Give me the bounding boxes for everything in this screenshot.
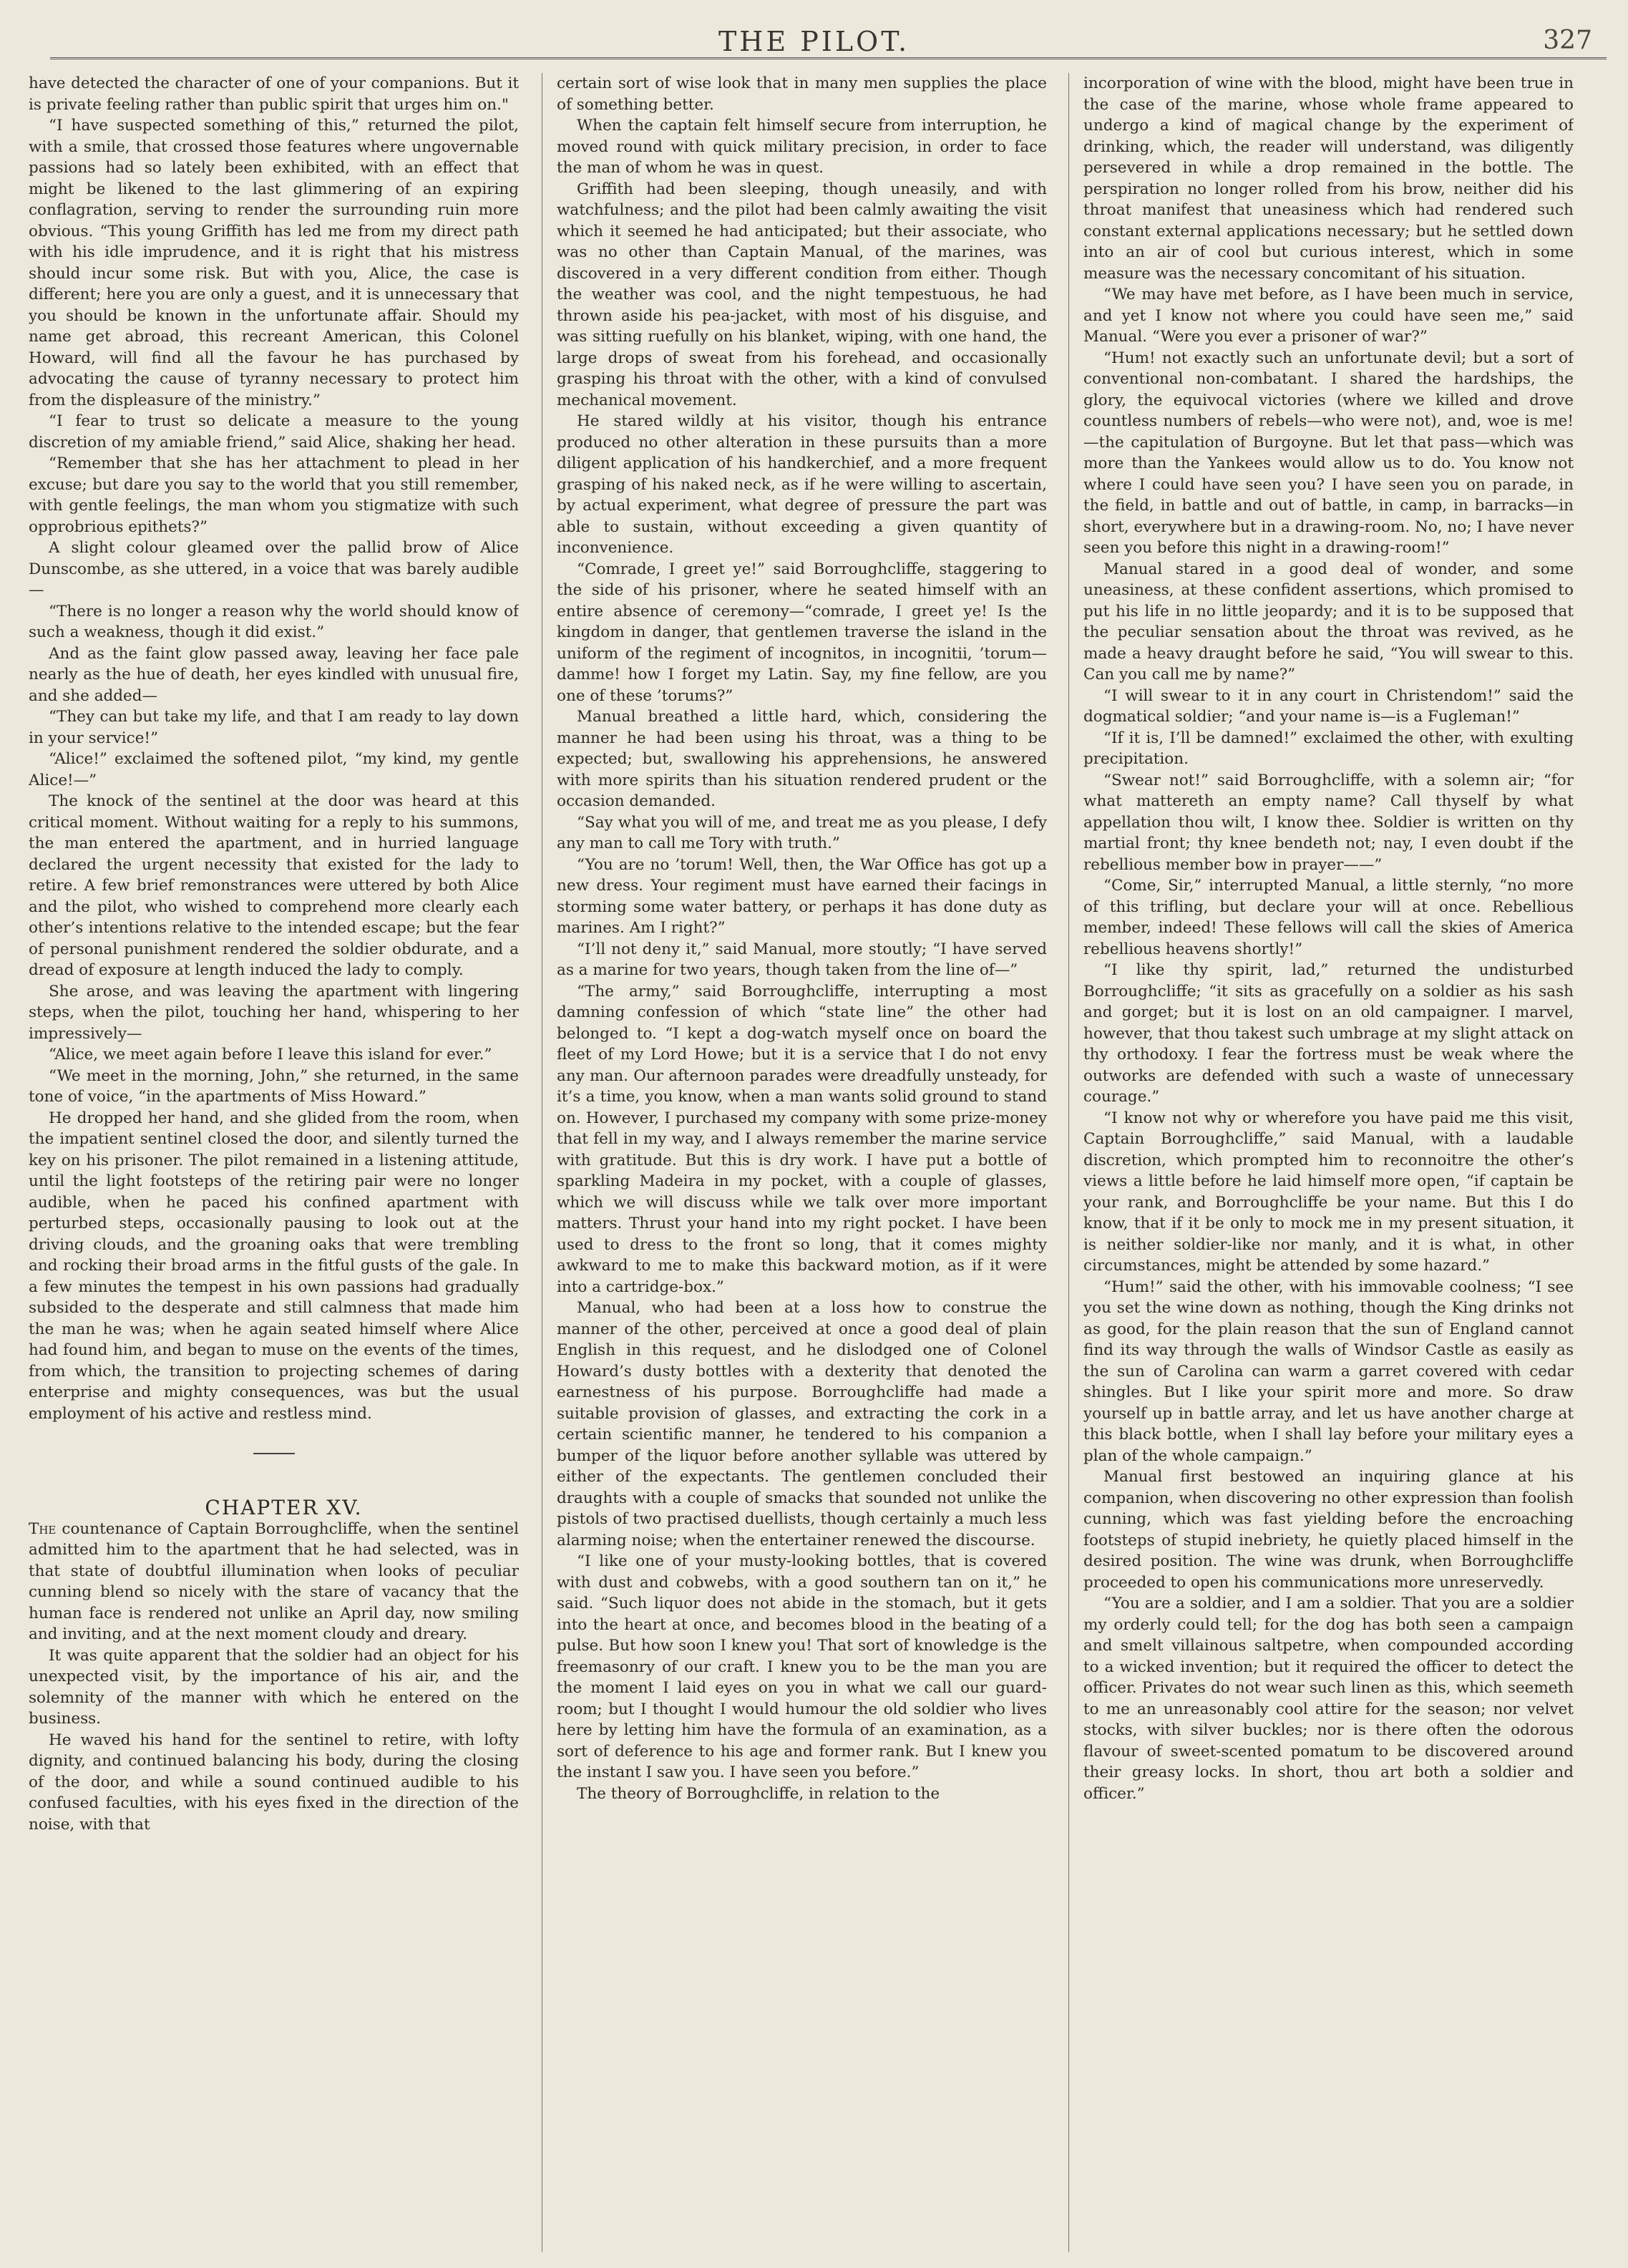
paragraph: He waved his hand for the sentinel to retire, with lofty dignity, and continued balancing his body, during the closing of the door, and while a sound continued audible to his confused faculties, with his eyes fixed in the direction of the noise, with that	[29, 1731, 519, 1834]
paragraph: “I know not why or wherefore you have paid me this visit, Captain Borroughcliffe,” said Manual, with a laudable discretion, which prompted him to reconnoitre the other’s views a little before he laid himself more open, “if captain be your rank, and Borroughcliffe be your name. But this I do know, that if it be only to mock me in my present situation, it is neither soldier-like nor manly, and it is what, in other circumstances, might be attended by some hazard.”	[1083, 1109, 1574, 1275]
paragraph: “I like one of your musty-looking bottles, that is covered with dust and cobwebs, with a good southern tan on it,” he said. “Such liquor does not abide in the stomach, but it gets into the heart at once, and becomes blood in the beating of a pulse. But how soon I knew you! That sort of knowledge is the freemasonry of our craft. I knew you to be the man you are the moment I laid eyes on you in what we call our guard-room; but I thought I would humour the old soldier who lives here by letting him have the formula of an examination, as a sort of deference to his age and former rank. But I knew you the instant I saw you. I have seen you before.”	[557, 1552, 1047, 1781]
paragraph: “I like thy spirit, lad,” returned the undisturbed Borroughcliffe; “it sits as gracefully on a soldier as his sash and gorget; but it is lost on an old campaigner. I marvel, however, that thou takest such umbrage at my slight attack on thy orthodoxy. I fear the fortress must be weak where the outworks are defended with such a waste of unnecessary courage.”	[1083, 961, 1574, 1106]
paragraph: “Say what you will of me, and treat me as you please, I defy any man to call me Tory with truth.”	[557, 813, 1047, 852]
paragraph: “If it is, I’ll be damned!” exclaimed the other, with exulting precipitation.	[1083, 729, 1574, 768]
header-rule	[50, 57, 1607, 62]
paragraph: “We may have met before, as I have been much in service, and yet I know not where you could have seen me,” said Manual. “Were you ever a prisoner of war?”	[1083, 286, 1574, 346]
paragraph: It was quite apparent that the soldier had an object for his unexpected visit, by the importance of his air, and the solemnity of the manner with which he entered on the business.	[29, 1646, 519, 1728]
paragraph: “Remember that she has her attachment to plead in her excuse; but dare you say to the world that you still remember, with gentle feelings, the man whom you stigmatize with such opprobrious epithets?”	[29, 454, 519, 536]
paragraph: Manual breathed a little hard, which, considering the manner he had been using his throat, was a thing to be expected; but, swallowing his apprehensions, he answered with more spirits than his situation rendered prudent or the occasion demanded.	[557, 708, 1047, 810]
paragraph: “Swear not!” said Borroughcliffe, with a solemn air; “for what mattereth an empty name? Call thyself by what appellation thou wilt, I know thee. Soldier is written on thy martial front; thy knee bendeth not; nay, I even doubt if the rebellious member bow in prayer——”	[1083, 771, 1574, 874]
paragraph: “You are a soldier, and I am a soldier. That you are a soldier my orderly could tell; for the dog has both seen a campaign and smelt villainous saltpetre, when compounded according to a wicked invention; but it required the officer to detect the officer. Privates do not wear such linen as this, which seemeth to me an unreasonably cool attire for the season; nor velvet stocks, with silver buckles; nor is there often the odorous flavour of sweet-scented pomatum to be discovered around their greasy locks. In short, thou art both a soldier and officer.”	[1083, 1595, 1574, 1803]
paragraph: “You are no ’torum! Well, then, the War Office has got up a new dress. Your regiment must have earned their facings in storming some water battery, or perhaps it has done duty as marines. Am I right?”	[557, 855, 1047, 937]
paragraph: When the captain felt himself secure from interruption, he moved round with quick military precision, in order to face the man of whom he was in quest.	[557, 117, 1047, 177]
paragraph: have detected the character of one of your companions. But it is private feeling rather than public spirit that urges him on."	[29, 74, 519, 114]
text-column-1	[29, 73, 519, 2252]
paragraph: A slight colour gleamed over the pallid brow of Alice Dunscombe, as she uttered, in a voice that was barely audible—	[29, 539, 519, 599]
paragraph: The theory of Borroughcliffe, in relation to the	[577, 1784, 940, 1803]
paragraph: He dropped her hand, and she glided from the room, when the impatient sentinel closed the door, and silently turned the key on his prisoner. The pilot remained in a listening attitude, until the light footsteps of the retiring pair were no longer audible, when he paced his confined apartment with perturbed steps, occasionally pausing to look out at the driving clouds, and the groaning oaks that were trembling and rocking their broad arms in the fitful gusts of the gale. In a few minutes the tempest in his own passions had gradually subsided to the desperate and still calmness that made him the man he was; when he again seated himself where Alice had found him, and began to muse on the events of the times, from which, the transition to projecting schemes of daring enterprise and mighty consequences, was but the usual employment of his active and restless mind.	[29, 1109, 519, 1423]
chapter-heading: CHAPTER XV.	[205, 1496, 363, 1519]
paragraph: “Come, Sir,” interrupted Manual, a little sternly, “no more of this trifling, but declare your will at once. Rebellious member, indeed! These fellows will call the skies of America rebellious heavens shortly!”	[1083, 877, 1574, 958]
paragraph: Manual first bestowed an inquiring glance at his companion, when discovering no other expression than foolish cunning, which was fast yielding before the encroaching footsteps of stupid inebriety, he quietly placed himself in the desired position. The wine was drunk, when Borroughcliffe proceeded to open his communications more unreservedly.	[1083, 1468, 1574, 1592]
paragraph-text: countenance of Captain Borroughcliffe, when the sentinel admitted him to the apartment that he had selected, was in that state of doubtful illumination when looks of peculiar cunning blend so nicely with the stare of vacancy that the human face is rendered not unlike an April day, now smiling and inviting, and at the next moment cloudy and dreary.	[29, 1519, 519, 1643]
text-column-3	[1083, 73, 1574, 2252]
paragraph: And as the faint glow passed away, leaving her face pale nearly as the hue of death, her eyes kindled with unusual fire, and she added—	[29, 644, 519, 705]
paragraph: “I have suspected something of this,” returned the pilot, with a smile, that crossed those features where ungovernable passions had so lately been exhibited, with an effect that might be likened to the last glimmering of an expiring conflagration, serving to render the surrounding ruin more obvious. “This young Griffith has led me from my direct path with his idle imprudence, and it is right that his mistress should incur some risk. But with you, Alice, the case is different; here you are only a guest, and it is unnecessary that you should be known in the unfortunate affair. Should my name get abroad, this recreant American, this Colonel Howard, will find all the favour he has purchased by advocating the cause of tyranny necessary to protect him from the displeasure of the ministry.”	[29, 117, 519, 409]
paragraph: “We meet in the morning, John,” she returned, in the same tone of voice, “in the apartments of Miss Howard.”	[29, 1066, 519, 1106]
paragraph: “I’ll not deny it,” said Manual, more stoutly; “I have served as a marine for two years, though taken from the line of—”	[557, 940, 1047, 979]
paragraph: “They can but take my life, and that I am ready to lay down in your service!”	[29, 708, 519, 747]
chapter-lead-word: The	[29, 1519, 57, 1538]
running-title: THE PILOT.	[718, 26, 910, 57]
paragraph: Griffith had been sleeping, though uneasily, and with watchfulness; and the pilot had been calmly awaiting the visit which it seemed he had anticipated; but their associate, who was no other than Captain Manual, of the marines, was discovered in a very different condition from either. Though the weather was cool, and the night tempestuous, he had thrown aside his pea-jacket, with most of his disguise, and was sitting ruefully on his blanket, wiping, with one hand, the large drops of sweat from his forehead, and occasionally grasping his throat with the other, with a kind of convulsed mechanical movement.	[557, 180, 1047, 409]
page-header	[29, 21, 1599, 57]
paragraph: “Comrade, I greet ye!” said Borroughcliffe, staggering to the side of his prisoner, where he seated himself with an entire absence of ceremony—“comrade, I greet ye! Is the kingdom in danger, that gentlemen traverse the island in the uniform of the regiment of incognitos, in incognitii, ’torum—damme! how I forget my Latin. Say, my fine fellow, are you one of these ’torums?”	[557, 560, 1047, 705]
paragraph: “I will swear to it in any court in Christendom!” said the dogmatical soldier; “and your name is—is a Fugleman!”	[1083, 686, 1574, 726]
paragraph: “Hum!” said the other, with his immovable coolness; “I see you set the wine down as nothing, though the King drinks not as good, for the plain reason that the sun of England cannot find its way through the walls of Windsor Castle as easily as the sun of Carolina can warm a garret covered with cedar shingles. But I like your spirit more and more. So draw yourself up in battle array, and let us have another charge at this black bottle, when I shall lay before your military eyes a plan of the whole campaign.”	[1083, 1277, 1574, 1465]
paragraph: She arose, and was leaving the apartment with lingering steps, when the pilot, touching her hand, whispering to her impressively—	[29, 982, 519, 1043]
paragraph: “I fear to trust so delicate a measure to the young discretion of my amiable friend,” said Alice, shaking her head.	[29, 412, 519, 452]
paragraph	[29, 1519, 519, 1645]
paragraph: “Alice, we meet again before I leave this island for ever.”	[49, 1046, 492, 1064]
paragraph: “Alice!” exclaimed the softened pilot, “my kind, my gentle Alice!—”	[29, 750, 519, 789]
paragraph: Manual stared in a good deal of wonder, and some uneasiness, at these confident assertions, which promised to put his life in no little jeopardy; and it is to be supposed that the peculiar sensation about the throat was revived, as he made a heavy draught before he said, “You will swear to this. Can you call me by name?”	[1083, 560, 1574, 683]
paragraph: Manual, who had been at a loss how to construe the manner of the other, perceived at once a good deal of plain English in this request, and he dislodged one of Colonel Howard’s dusty bottles with a dexterity that denoted the earnestness of his purpose. Borroughcliffe had made a suitable provision of glasses, and extracting the cork in a certain scientific manner, he tendered to his companion a bumper of the liquor before another syllable was uttered by either of the expectants. The gentlemen concluded their draughts with a couple of smacks that sounded not unlike the pistols of two practised duellists, though certainly a much less alarming noise; when the entertainer renewed the discourse.	[557, 1299, 1047, 1549]
paragraph: “There is no longer a reason why the world should know of such a weakness, though it did exist.”	[29, 602, 519, 641]
column-separator	[1068, 73, 1069, 2252]
paragraph: The knock of the sentinel at the door was heard at this critical moment. Without waiting for a reply to his summons, the man entered the apartment, and in hurried language declared the urgent necessity that existed for the lady to retire. A few brief remonstrances were uttered by both Alice and the pilot, who wished to comprehend more clearly each other’s intentions relative to the intended escape; but the fear of personal punishment rendered the soldier obdurate, and a dread of exposure at length induced the lady to comply.	[29, 792, 519, 979]
paragraph: He stared wildly at his visitor, though his entrance produced no other alteration in these pursuits than a more diligent application of his handkerchief, and a more frequent grasping of his naked neck, as if he were willing to ascertain, by actual experiment, what degree of pressure the part was able to sustain, without exceeding a given quantity of inconvenience.	[557, 412, 1047, 557]
paragraph: “The army,” said Borroughcliffe, interrupting a most damning confession of which “state line” the other had belonged to. “I kept a dog-watch myself once on board the fleet of my Lord Howe; but it is a service that I do not envy any man. Our afternoon parades were dreadfully unsteady, for it’s a time, you know, when a man wants solid ground to stand on. However, I purchased my company with some prize-money that fell in my way, and I always remember the marine service with gratitude. But this is dry work. I have put a bottle of sparkling Madeira in my pocket, with a couple of glasses, which we will discuss while we talk over more important matters. Thrust your hand into my right pocket. I have been used to dress to the front so long, that it comes mighty awkward to me to make this backward motion, as if it were into a cartridge-box.”	[557, 982, 1047, 1296]
paragraph: incorporation of wine with the blood, might have been true in the case of the marine, whose whole frame appeared to undergo a kind of magical change by the experiment of drinking, which, the reader will understand, was diligently persevered in while a drop remained in the bottle. The perspiration no longer rolled from his brow, neither did his throat manifest that uneasiness which had rendered such constant external applications necessary; but he settled down into an air of cool but curious interest, which in some measure was the necessary concomitant of his situation.	[1083, 74, 1574, 283]
paragraph: certain sort of wise look that in many men supplies the place of something better.	[557, 74, 1047, 114]
paragraph: “Hum! not exactly such an unfortunate devil; but a sort of conventional non-combatant. I shared the hardships, the glory, the equivocal victories (where we killed and drove countless numbers of rebels—who were not), and, woe is me!—the capitulation of Burgoyne. But let that pass—which was more than the Yankees would allow us to do. You know not where I could have seen you? I have seen you on parade, in the field, in battle and out of battle, in camp, in barracks—in short, everywhere but in a drawing-room. No, no; I have never seen you before this night in a drawing-room!”	[1083, 349, 1574, 557]
page-number: 327	[1543, 26, 1592, 55]
text-column-2	[557, 73, 1047, 2252]
section-divider	[253, 1453, 295, 1454]
